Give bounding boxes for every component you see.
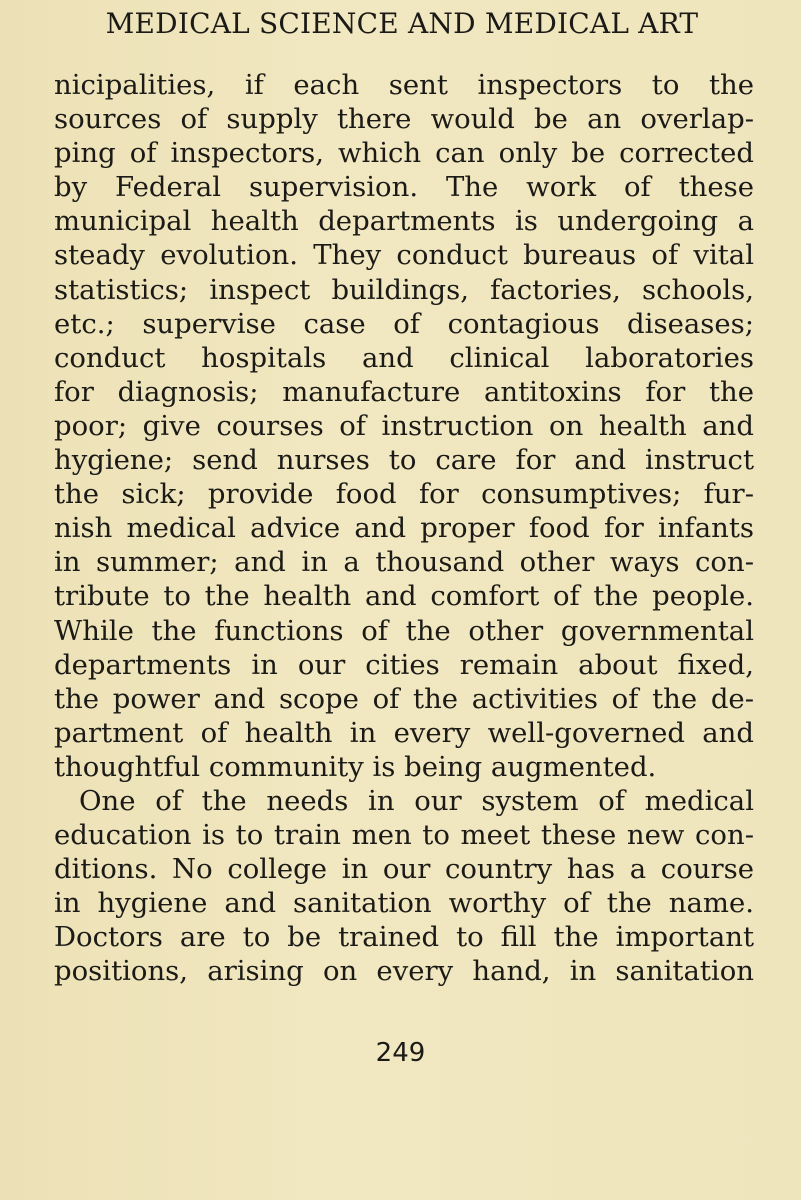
text-line-5: municipal health departments is undergoing a — [54, 205, 754, 238]
body-text — [54, 68, 754, 989]
text-line-18: departments in our cities remain about fixed, — [54, 648, 754, 681]
text-line-4: by Federal supervision. The work of these — [54, 171, 754, 204]
text-line-25: in hygiene and sanitation worthy of the name. — [54, 887, 754, 920]
text-line-7: statistics; inspect buildings, factories, schools, — [54, 273, 754, 306]
text-line-23: education is to train men to meet these new con- — [54, 819, 754, 852]
text-line-19: the power and scope of the activities of the de- — [54, 682, 754, 715]
page-number: 249 — [375, 1038, 426, 1068]
text-line-14: nish medical advice and proper food for infants — [54, 512, 754, 545]
text-line-16: tribute to the health and comfort of the people. — [54, 580, 754, 613]
text-line-21: thoughtful community is being augmented. — [54, 750, 657, 783]
text-line-13: the sick; provide food for consumptives; fur- — [54, 478, 754, 511]
text-line-11: poor; give courses of instruction on health and — [54, 409, 754, 442]
running-head: MEDICAL SCIENCE AND MEDICAL ART — [105, 7, 699, 40]
text-line-26: Doctors are to be trained to fill the important — [54, 921, 754, 954]
text-line-20: partment of health in every well-governed and — [54, 716, 754, 749]
text-line-27: positions, arising on every hand, in sanitation — [54, 955, 754, 988]
text-line-17: While the functions of the other governmental — [54, 614, 754, 647]
text-line-15: in summer; and in a thousand other ways con- — [54, 546, 754, 579]
text-line-12: hygiene; send nurses to care for and instruct — [54, 444, 754, 477]
text-line-24: ditions. No college in our country has a course — [54, 853, 754, 886]
text-line-10: for diagnosis; manufacture antitoxins for the — [54, 375, 754, 408]
text-line-2: sources of supply there would be an overlap- — [54, 103, 754, 136]
text-line-6: steady evolution. They conduct bureaus of vital — [54, 239, 754, 272]
text-line-9: conduct hospitals and clinical laboratories — [54, 341, 754, 374]
text-line-1: nicipalities, if each sent inspectors to the — [54, 69, 754, 101]
text-line-3: ping of inspectors, which can only be corrected — [54, 137, 754, 170]
text-line-8: etc.; supervise case of contagious diseases; — [54, 307, 754, 340]
text-line-22: One of the needs in our system of medical — [79, 784, 754, 817]
